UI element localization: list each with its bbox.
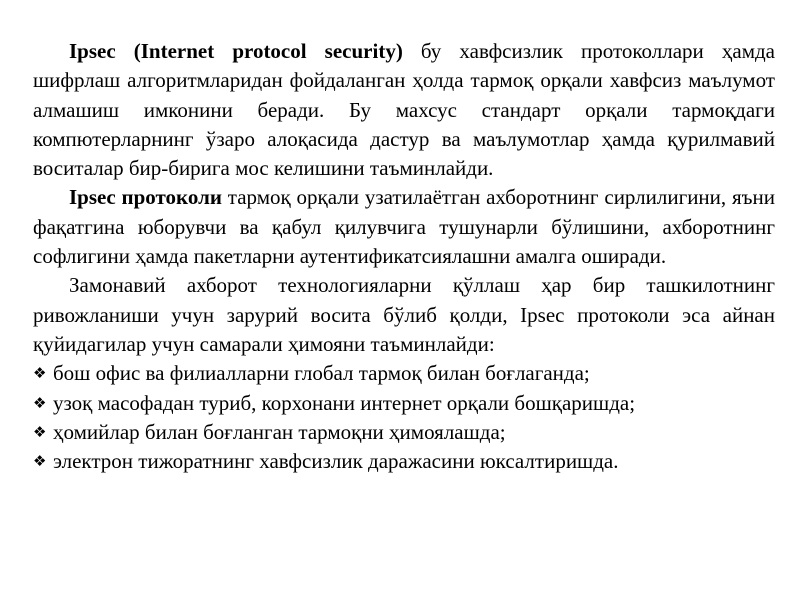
document-body <box>33 37 775 476</box>
list-item <box>33 447 775 476</box>
paragraph-text: Замонавий ахборот технологияларни қўллаш ҳар бир ташкилотнинг ривожланиши учун зарурий восита бўлиб қолди, Ipsec протоколи эса айнан қуйидагилар учун самарали ҳимояни таъминлайди: <box>33 273 775 356</box>
paragraph-text: тармоқ орқали узатилаётган ахборотнинг сирлилигини, яъни фақатгина юборувчи ва қабул қилувчига тушунарли бўлишини, ахборотнинг софлигини ҳамда пакетларни аутентификатсиялашни амалга оширади. <box>33 185 775 269</box>
diamond-cluster-icon: ❖ <box>33 364 47 383</box>
list-item <box>33 418 775 447</box>
bullet-list <box>33 359 775 476</box>
list-item-text: бош офис ва филиалларни глобал тармоқ билан боғлаганда; <box>53 361 590 386</box>
list-item <box>33 389 775 418</box>
diamond-cluster-icon: ❖ <box>33 393 47 412</box>
list-item <box>33 359 775 388</box>
term-ipsec-protocol: Ipsec протоколи <box>69 185 222 210</box>
paragraph-ipsec-protocol <box>33 183 775 271</box>
diamond-cluster-icon: ❖ <box>33 452 47 471</box>
paragraph-text: бу хавфсизлик протоколлари ҳамда шифрлаш алгоритмларидан фойдаланган ҳолда тармоқ орқали хавфсиз маълумот алмашиш имконини беради. Бу махсус стандарт орқали тармоқдаги компютерларнинг ўзаро алоқасида дастур ва маълумотлар ҳамда қурилмавий воситалар бир-бирига мос келишини таъминлайди. <box>33 39 775 181</box>
list-item-text: электрон тижоратнинг хавфсизлик даражасини юксалтиришда. <box>53 449 619 474</box>
list-item-text: ҳомийлар билан боғланган тармоқни ҳимоялашда; <box>53 419 506 444</box>
term-ipsec-full: Ipsec (Internet protocol security) <box>69 39 403 63</box>
paragraph-modern-tech <box>33 271 775 359</box>
paragraph-ipsec-definition <box>33 37 775 183</box>
diamond-cluster-icon: ❖ <box>33 422 47 441</box>
list-item-text: узоқ масофадан туриб, корхонани интернет орқали бошқаришда; <box>53 390 636 415</box>
